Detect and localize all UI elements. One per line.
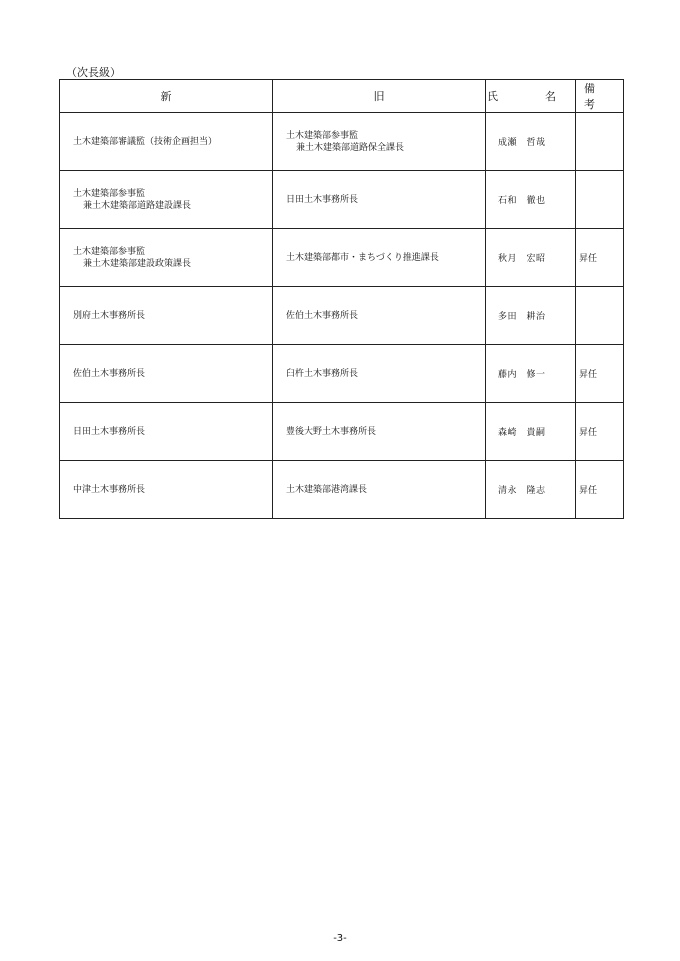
header-new: 新 [60,80,273,113]
old-position-cell [273,287,486,345]
note-cell: 昇任 [576,403,624,461]
old-position-cell [273,403,486,461]
new-position-subline: 兼土木建築部道路建設課長 [83,200,192,211]
table-row [60,461,624,519]
old-position-line: 豊後大野土木事務所長 [286,426,377,437]
old-position-cell [273,345,486,403]
new-position-subline: 兼土木建築部建設政策課長 [83,258,192,269]
new-position-line: 別府土木事務所長 [73,310,146,321]
new-position-line: 中津土木事務所長 [73,484,146,495]
person-name: 秋月 宏昭 [486,229,576,287]
old-position-cell [273,171,486,229]
person-name: 清永 隆志 [486,461,576,519]
note-cell: 昇任 [576,229,624,287]
old-position-line: 臼杵土木事務所長 [286,368,359,379]
old-position-cell [273,113,486,171]
person-name: 石和 徹也 [486,171,576,229]
person-name: 藤内 修一 [486,345,576,403]
person-name: 森崎 貴嗣 [486,403,576,461]
new-position-cell [60,461,273,519]
old-position-line: 土木建築部都市・まちづくり推進課長 [286,252,439,263]
page-number: -3- [333,933,347,944]
table-row [60,229,624,287]
new-position-cell [60,287,273,345]
section-label: （次長級） [66,66,121,79]
note-cell [576,287,624,345]
note-cell: 昇任 [576,345,624,403]
person-name: 成瀬 哲哉 [486,113,576,171]
old-position-line: 土木建築部参事監 [286,130,359,141]
new-position-line: 佐伯土木事務所長 [73,368,146,379]
old-position-line: 日田土木事務所長 [286,194,359,205]
new-position-cell [60,229,273,287]
table-row [60,171,624,229]
old-position-line: 土木建築部港湾課長 [286,484,368,495]
old-position-cell [273,229,486,287]
new-position-cell [60,171,273,229]
new-position-cell [60,113,273,171]
personnel-table [59,79,646,519]
new-position-cell [60,403,273,461]
new-position-line: 土木建築部参事監 [73,246,146,257]
old-position-cell [273,461,486,519]
note-cell [576,113,624,171]
person-name: 多田 耕治 [486,287,576,345]
table-row [60,287,624,345]
new-position-cell [60,345,273,403]
new-position-line: 土木建築部審議監（技術企画担当） [73,136,218,147]
new-position-line: 日田土木事務所長 [73,426,146,437]
header-old: 旧 [273,80,486,113]
table-header-row [60,80,624,113]
table-row [60,403,624,461]
old-position-subline: 兼土木建築部道路保全課長 [296,142,405,153]
old-position-line: 佐伯土木事務所長 [286,310,359,321]
new-position-line: 土木建築部参事監 [73,188,146,199]
table-row [60,113,624,171]
header-note: 備 考 [576,80,624,113]
table-row [60,345,624,403]
header-name: 氏 名 [486,80,576,113]
note-cell [576,171,624,229]
note-cell: 昇任 [576,461,624,519]
